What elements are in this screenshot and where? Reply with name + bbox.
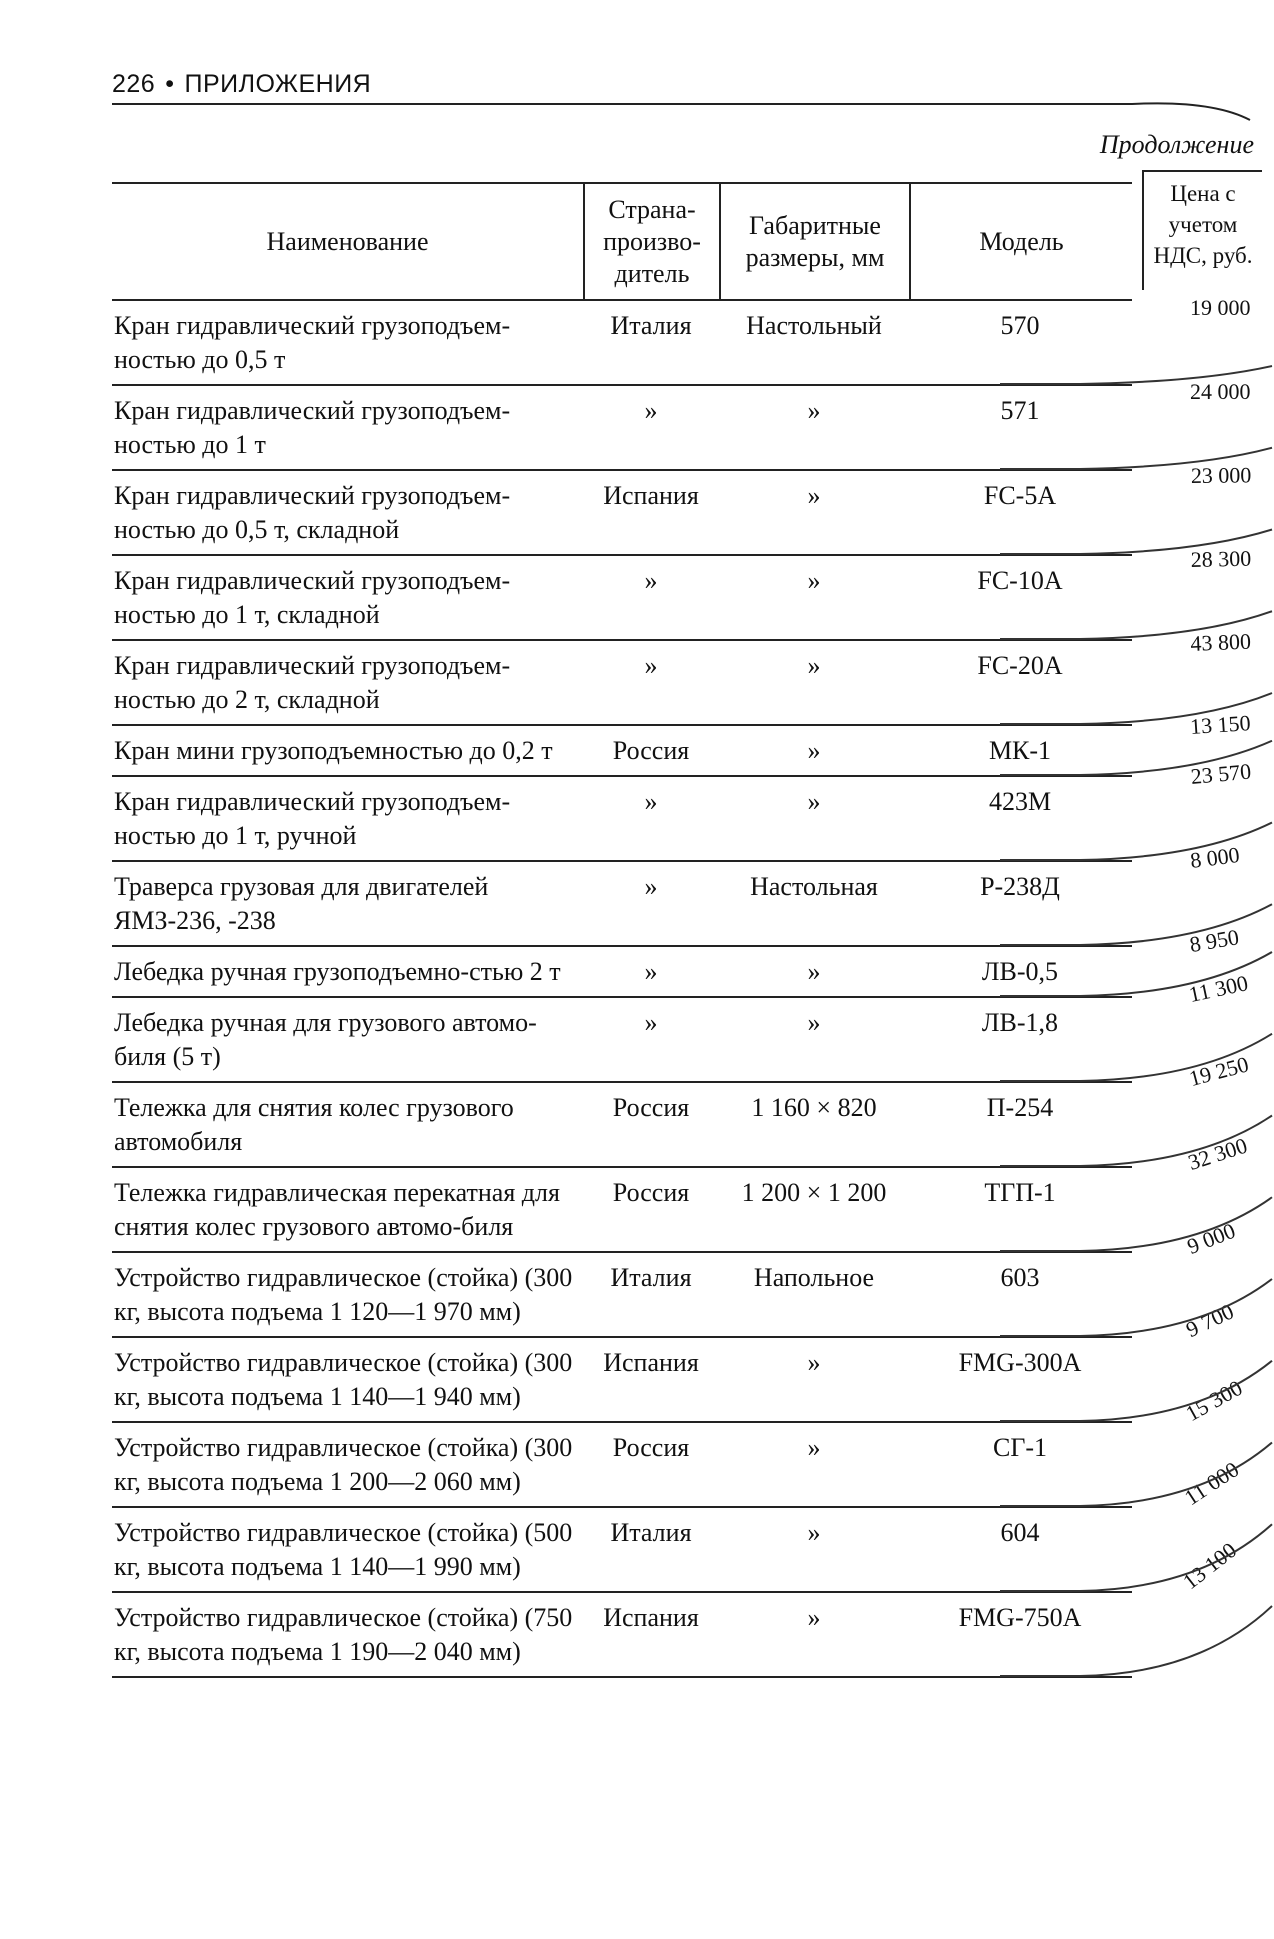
- cell-dims: »: [720, 555, 910, 640]
- cell-country: Италия: [584, 1507, 720, 1592]
- cell-dims: »: [720, 725, 910, 776]
- cell-name: Кран гидравлический грузоподъем-ностью до 2 т, складной: [112, 640, 584, 725]
- equipment-table: [112, 182, 1132, 1678]
- table-row: [112, 470, 1132, 555]
- cell-model: FMG-300A: [910, 1337, 1132, 1422]
- cell-model: 603: [910, 1252, 1132, 1337]
- header-country: Страна-произво-дитель: [584, 183, 720, 300]
- cell-model: 604: [910, 1507, 1132, 1592]
- cell-dims: 1 160 × 820: [720, 1082, 910, 1167]
- cell-model: ЛВ-0,5: [910, 946, 1132, 997]
- table-row: [112, 555, 1132, 640]
- cell-country: Россия: [584, 1422, 720, 1507]
- cell-country: »: [584, 946, 720, 997]
- header-bullet: •: [165, 70, 175, 98]
- table-body: [112, 300, 1132, 1677]
- cell-model: Р-238Д: [910, 861, 1132, 946]
- cell-country: Италия: [584, 1252, 720, 1337]
- price-value: 8 950: [1187, 924, 1241, 958]
- cell-name: Кран гидравлический грузоподъем-ностью до 1 т: [112, 385, 584, 470]
- table-row: [112, 776, 1132, 861]
- cell-model: П-254: [910, 1082, 1132, 1167]
- cell-model: СГ-1: [910, 1422, 1132, 1507]
- cell-dims: »: [720, 640, 910, 725]
- table-row: [112, 1082, 1132, 1167]
- cell-dims: »: [720, 946, 910, 997]
- table-row: [112, 861, 1132, 946]
- cell-model: FC-10A: [910, 555, 1132, 640]
- cell-dims: Настольный: [720, 300, 910, 385]
- cell-country: »: [584, 640, 720, 725]
- cell-dims: »: [720, 1337, 910, 1422]
- cell-country: »: [584, 997, 720, 1082]
- cell-country: Россия: [584, 1082, 720, 1167]
- cell-name: Устройство гидравлическое (стойка) (300 кг, высота подъема 1 120—1 970 мм): [112, 1252, 584, 1337]
- table-row: [112, 1422, 1132, 1507]
- cell-model: 570: [910, 300, 1132, 385]
- header-model: Модель: [910, 183, 1132, 300]
- cell-country: Испания: [584, 1337, 720, 1422]
- cell-name: Кран мини грузоподъемностью до 0,2 т: [112, 725, 584, 776]
- cell-name: Устройство гидравлическое (стойка) (750 кг, высота подъема 1 190—2 040 мм): [112, 1592, 584, 1677]
- price-value: 11 300: [1186, 970, 1251, 1007]
- price-value: 13 100: [1177, 1537, 1242, 1595]
- cell-model: МК-1: [910, 725, 1132, 776]
- price-value: 9 700: [1182, 1298, 1238, 1343]
- header-dims: Габаритные размеры, мм: [720, 183, 910, 300]
- price-value: 19 000: [1190, 295, 1251, 320]
- cell-country: Италия: [584, 300, 720, 385]
- cell-name: Кран гидравлический грузоподъем-ностью до 1 т, складной: [112, 555, 584, 640]
- table-row: [112, 1252, 1132, 1337]
- price-value: 8 000: [1188, 842, 1241, 874]
- page-curl-lines: [1000, 280, 1274, 1880]
- table-row: [112, 300, 1132, 385]
- price-value: 9 000: [1183, 1217, 1239, 1259]
- page-number: 226: [112, 70, 156, 98]
- table-row: [112, 640, 1132, 725]
- price-value: 23 570: [1189, 758, 1252, 790]
- cell-model: ЛВ-1,8: [910, 997, 1132, 1082]
- cell-dims: Настольная: [720, 861, 910, 946]
- cell-dims: »: [720, 470, 910, 555]
- cell-name: Траверса грузовая для двигателей ЯМЗ-236, -238: [112, 861, 584, 946]
- cell-model: FC-5A: [910, 470, 1132, 555]
- table-row: [112, 725, 1132, 776]
- cell-country: Испания: [584, 1592, 720, 1677]
- price-value: 23 000: [1190, 462, 1251, 488]
- cell-country: »: [584, 776, 720, 861]
- header-rule: [112, 96, 1252, 136]
- table-row: [112, 385, 1132, 470]
- table-row: [112, 1592, 1132, 1677]
- cell-name: Устройство гидравлическое (стойка) (500 кг, высота подъема 1 140—1 990 мм): [112, 1507, 584, 1592]
- cell-model: ТГП-1: [910, 1167, 1132, 1252]
- header-price: Цена с учетом НДС, руб.: [1142, 170, 1262, 290]
- cell-country: »: [584, 385, 720, 470]
- table-row: [112, 997, 1132, 1082]
- price-value: 32 300: [1184, 1132, 1250, 1175]
- cell-name: Устройство гидравлическое (стойка) (300 кг, высота подъема 1 140—1 940 мм): [112, 1337, 584, 1422]
- cell-dims: »: [720, 1507, 910, 1592]
- price-value: 11 000: [1179, 1456, 1244, 1511]
- price-value: 15 300: [1180, 1375, 1246, 1427]
- cell-country: »: [584, 861, 720, 946]
- continued-label: Продолжение: [1099, 130, 1254, 159]
- table-header: [112, 183, 1132, 300]
- table-row: [112, 1337, 1132, 1422]
- cell-country: »: [584, 555, 720, 640]
- cell-dims: »: [720, 997, 910, 1082]
- page-header: [112, 70, 371, 99]
- header-name: Наименование: [112, 183, 584, 300]
- cell-dims: Напольное: [720, 1252, 910, 1337]
- cell-name: Кран гидравлический грузоподъем-ностью до 1 т, ручной: [112, 776, 584, 861]
- cell-dims: »: [720, 1592, 910, 1677]
- cell-dims: »: [720, 385, 910, 470]
- cell-dims: »: [720, 776, 910, 861]
- cell-name: Лебедка ручная для грузового автомо-биля (5 т): [112, 997, 584, 1082]
- cell-model: FC-20A: [910, 640, 1132, 725]
- cell-country: Испания: [584, 470, 720, 555]
- price-value: 28 300: [1190, 545, 1252, 572]
- table-row: [112, 1507, 1132, 1592]
- cell-model: FMG-750A: [910, 1592, 1132, 1677]
- table-row: [112, 946, 1132, 997]
- cell-model: 423М: [910, 776, 1132, 861]
- price-value: 43 800: [1189, 628, 1252, 656]
- cell-country: Россия: [584, 1167, 720, 1252]
- cell-dims: 1 200 × 1 200: [720, 1167, 910, 1252]
- price-value: 19 250: [1185, 1051, 1251, 1091]
- price-value: 13 150: [1189, 710, 1252, 740]
- cell-dims: »: [720, 1422, 910, 1507]
- section-title: ПРИЛОЖЕНИЯ: [184, 70, 372, 98]
- cell-name: Тележка гидравлическая перекатная для снятия колес грузового автомо-биля: [112, 1167, 584, 1252]
- cell-country: Россия: [584, 725, 720, 776]
- table-row: [112, 1167, 1132, 1252]
- cell-model: 571: [910, 385, 1132, 470]
- cell-name: Тележка для снятия колес грузового автомобиля: [112, 1082, 584, 1167]
- cell-name: Устройство гидравлическое (стойка) (300 кг, высота подъема 1 200—2 060 мм): [112, 1422, 584, 1507]
- cell-name: Кран гидравлический грузоподъем-ностью до 0,5 т: [112, 300, 584, 385]
- price-value: 24 000: [1190, 378, 1251, 404]
- cell-name: Кран гидравлический грузоподъем-ностью до 0,5 т, складной: [112, 470, 584, 555]
- cell-name: Лебедка ручная грузоподъемно-стью 2 т: [112, 946, 584, 997]
